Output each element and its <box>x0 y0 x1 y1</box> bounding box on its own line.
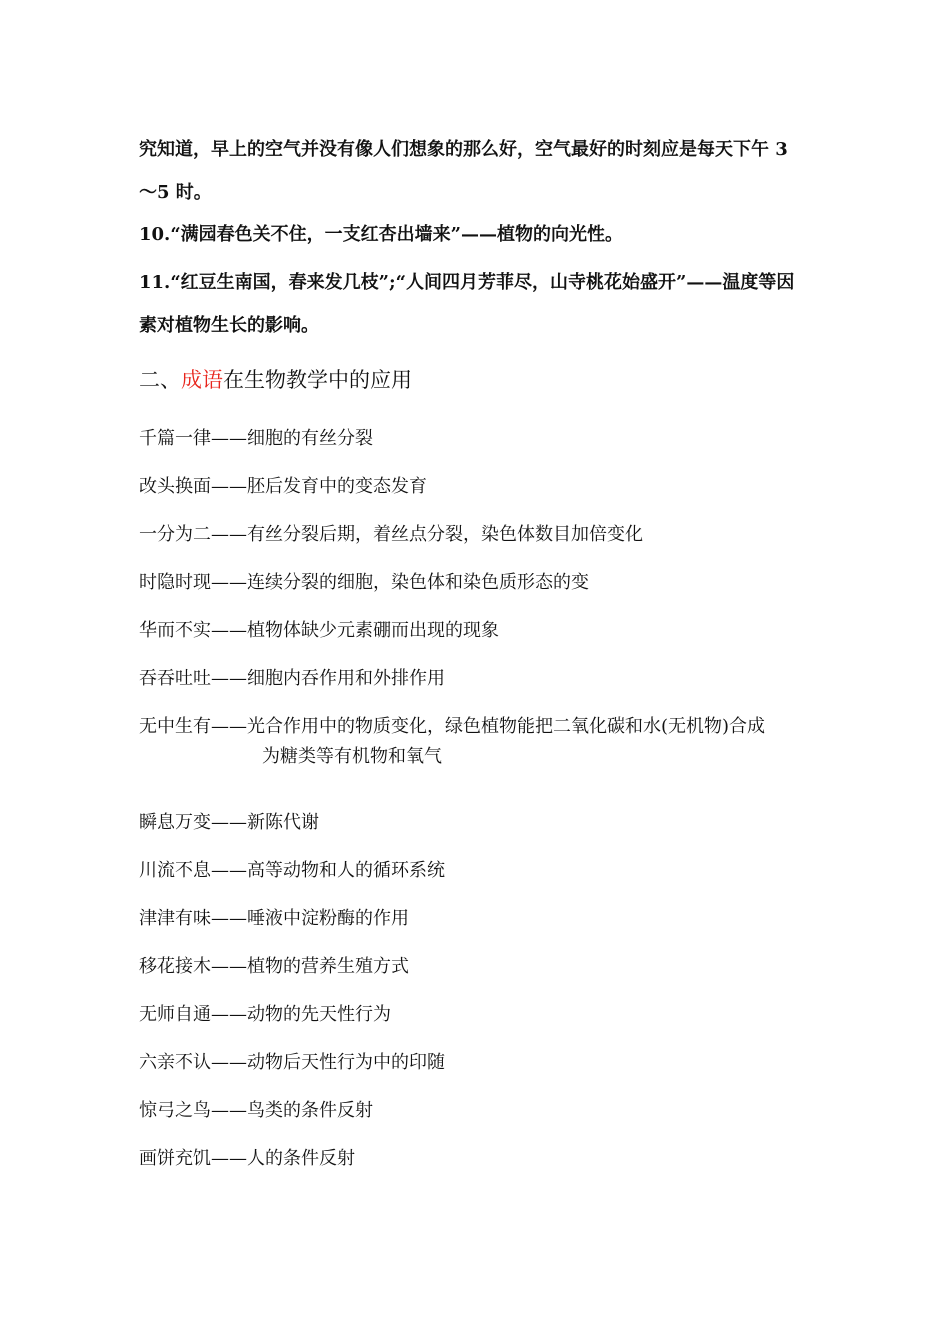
idiom-item-line-1: 无中生有——光合作用中的物质变化，绿色植物能把二氧化碳和水(无机物)合成 <box>139 716 766 737</box>
idiom-item: 移花接木——植物的营养生殖方式 <box>139 956 409 977</box>
continuation-line-2: ～5 时。 <box>139 182 212 203</box>
idiom-list <box>139 424 829 1192</box>
idiom-item: 一分为二——有丝分裂后期，着丝点分裂，染色体数目加倍变化 <box>139 524 643 545</box>
item-11-line-1: 11.“红豆生南国，春来发几枝”;“人间四月芳菲尽，山寺桃花始盛开”——温度等因 <box>139 272 795 293</box>
idiom-item-continuation: 为糖类等有机物和氧气 <box>262 746 442 767</box>
continuation-paragraph <box>139 128 815 214</box>
item-10-paragraph <box>139 213 815 256</box>
section-2-title: 在生物教学中的应用 <box>223 368 412 392</box>
section-2-highlight: 成语 <box>181 368 223 392</box>
item-10-text: 10.“满园春色关不住，一支红杏出墙来”——植物的向光性。 <box>139 224 624 245</box>
idiom-item: 改头换面——胚后发育中的变态发育 <box>139 476 427 497</box>
continuation-line-1: 究知道，早上的空气并没有像人们想象的那么好，空气最好的时刻应是每天下午 3 <box>139 139 788 160</box>
section-2-heading <box>139 365 412 395</box>
item-11-line-2: 素对植物生长的影响。 <box>139 315 319 336</box>
idiom-item: 川流不息——高等动物和人的循环系统 <box>139 860 445 881</box>
idiom-item: 时隐时现——连续分裂的细胞，染色体和染色质形态的变 <box>139 572 589 593</box>
idiom-item <box>139 712 829 808</box>
idiom-item: 千篇一律——细胞的有丝分裂 <box>139 428 373 449</box>
idiom-item: 惊弓之鸟——鸟类的条件反射 <box>139 1100 373 1121</box>
idiom-item: 无师自通——动物的先天性行为 <box>139 1004 391 1025</box>
item-11-paragraph <box>139 261 815 347</box>
idiom-item: 画饼充饥——人的条件反射 <box>139 1148 355 1169</box>
idiom-item: 六亲不认——动物后天性行为中的印随 <box>139 1052 445 1073</box>
idiom-item: 华而不实——植物体缺少元素硼而出现的现象 <box>139 620 499 641</box>
idiom-item: 津津有味——唾液中淀粉酶的作用 <box>139 908 409 929</box>
idiom-item: 瞬息万变——新陈代谢 <box>139 812 319 833</box>
section-2-number: 二、 <box>139 368 181 392</box>
idiom-item: 吞吞吐吐——细胞内吞作用和外排作用 <box>139 668 445 689</box>
